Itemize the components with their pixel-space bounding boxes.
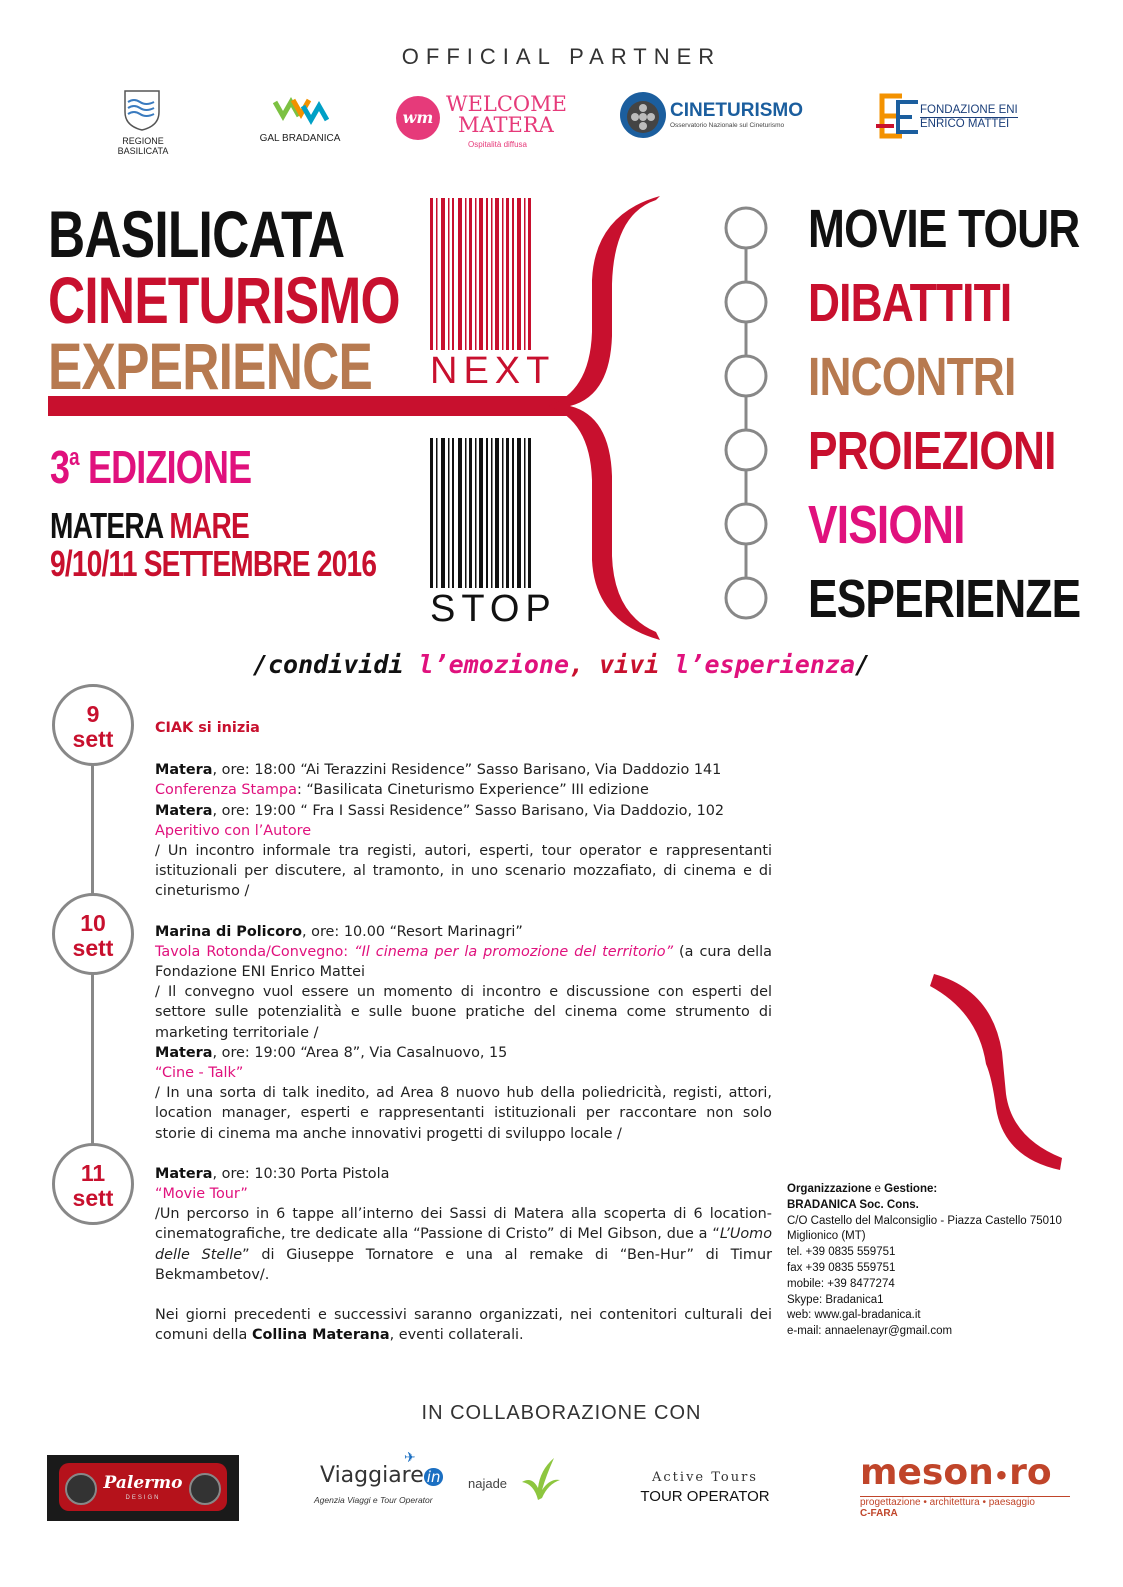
day-timeline-line [91,760,94,1200]
mesonro-name: meson [860,1452,994,1493]
menu-visioni: VISIONI [808,495,965,555]
contact-company: BRADANICA Soc. Cons. [787,1198,919,1211]
menu-dot [726,282,766,322]
event-place: Matera [155,762,213,779]
title-cineturismo: CINETURISMO [48,263,400,337]
edition-number: 3 [50,441,70,493]
event-description: / Un incontro informale tra registi, autori, esperti, tour operator e rappresentanti istituzionali per discutere, al tramonto, in uno scenario mozzafiato, di cinema e di cineturismo / [155,843,772,900]
event-place: Matera [155,1044,213,1061]
event-details: , ore: 10.00 “Resort Marinagri” [301,923,523,940]
film-title: L’Uomo delle Stelle [155,1226,772,1263]
event-details: , ore: 18:00 “Ai Terazzini Residence” Sasso Barisano, Via Daddozio 141 [212,762,722,779]
collab-mesonro[interactable] [860,1452,1070,1525]
contact-web[interactable]: web: www.gal-bradanica.it [787,1309,921,1322]
leaf-icon [514,1454,562,1502]
event-details: , ore: 19:00 “ Fra I Sassi Residence” Sasso Barisano, Via Daddozio, 102 [212,802,725,819]
welcome-wm-icon: wm [396,96,440,140]
barcode-next [430,198,531,350]
contact-heading-text: Organizzazione [787,1183,872,1195]
contact-mobile[interactable]: mobile: +39 8477274 [787,1277,895,1290]
event-type: Tavola Rotonda/Convegno: [155,943,355,960]
day-number: 9 [86,701,100,727]
contact-email[interactable]: e-mail: annaelenayr@gmail.com [787,1325,953,1338]
small-brace-icon [920,968,1070,1180]
edition-word: EDIZIONE [88,441,252,493]
menu-dot [726,504,766,544]
city-name: MATERA [50,505,163,546]
next-label: NEXT [430,350,556,392]
day1-event1 [155,760,772,780]
event-dates: 9/10/11 SETTEMBRE 2016 [50,543,377,584]
edition-superscript: a [69,444,79,471]
palermo-name: Palermo [103,1473,183,1493]
collab-active-tours[interactable] [620,1470,790,1512]
najade-name: najade [468,1476,508,1491]
headlight-right-icon [189,1473,221,1505]
stop-label: STOP [430,588,557,630]
fondazione-line1: FONDAZIONE ENI [920,104,1018,116]
mesonro-sub: progettazione • architettura • paesaggio [860,1496,1070,1508]
tour-operator-label: TOUR OPERATOR [640,1488,770,1505]
event-description: / Il convegno vuol essere un momento di incontro e discussione con esperti del settore sulle potenzialità e sulle buone pratiche del cinema come strumento di marketing territoriale / [155,984,772,1041]
closing-note: Nei giorni precedenti e successivi saranno organizzati, nei contenitori culturali dei comuni della [155,1307,772,1344]
welcome-sub: Ospitalità diffusa [468,140,527,149]
contact-town: Miglionico (MT) [787,1230,866,1243]
cineturismo-sub: Osservatorio Nazionale sul Cineturismo [670,122,785,129]
collab-palermo[interactable] [47,1455,239,1521]
day-badge-9 [52,684,134,766]
gal-caption: GAL BRADANICA [259,133,341,144]
welcome-line2: MATERA [458,113,554,137]
event-details: , ore: 19:00 “Area 8”, Via Casalnuovo, 15 [212,1044,508,1061]
viaggiare-in-text: in [424,1468,444,1486]
fondazione-line2: ENRICO MATTEI [920,118,1010,130]
plane-icon: ✈ [404,1449,416,1465]
contact-skype[interactable]: Skype: Bradanica1 [787,1293,884,1306]
menu-dot [726,430,766,470]
contact-tel[interactable]: tel. +39 0835 559751 [787,1246,896,1259]
regione-caption: REGIONE BASILICATA [117,136,169,156]
event-type: Aperitivo con l’Autore [155,822,312,839]
event-title: “Il cinema per la promozione del territorio” [354,943,674,960]
day-badge-11 [52,1143,134,1225]
event-place: Marina di Policoro [155,923,302,940]
day-month: sett [72,935,114,961]
menu-esperienze: ESPERIENZE [808,569,1081,629]
day2-event1 [155,922,772,942]
slogan-emotion: l’emozione [418,650,570,679]
curly-brace [548,196,660,640]
partner-title: OFFICIAL PARTNER [401,44,722,69]
menu-movie-tour: MOVIE TOUR [808,199,1080,259]
edition [50,440,251,494]
day-month: sett [72,726,114,752]
event-location [50,505,249,547]
palermo-sub: DESIGN [125,1495,161,1501]
event-description: / In una sorta di talk inedito, ad Area 8 nuovo hub della poliedricità, registi, attori, location manager, esperti e rappresentanti istituzionali per raccontare non solo storie di cinema ma anche innovativi progetti di sviluppo locale / [155,1085,772,1142]
event-type: Conferenza Stampa [155,782,297,799]
day-number: 11 [80,1160,106,1186]
headlight-left-icon [65,1473,97,1505]
barcode-stop [430,438,531,588]
contact-address: C/O Castello del Malconsiglio - Piazza Castello 75010 [787,1214,1062,1227]
mesonro-sub2: C-FARA [860,1508,898,1519]
mesonro-name-end: ro [1009,1452,1052,1493]
contact-block [787,1182,1087,1340]
event-description: ” di Giuseppe Tornatore e una al remake di “Ben-Hur” di Timur Bekmambetov/. [155,1246,772,1283]
active-tours-name: Active Tours [652,1470,758,1485]
event-title: : “Basilicata Cineturismo Experience” III edizione [296,782,649,799]
menu-dot [726,356,766,396]
contact-fax: fax +39 0835 559751 [787,1261,896,1274]
slogan [0,650,1123,679]
menu-dot [726,578,766,618]
event-place: Matera [155,1165,213,1182]
closing-place: Collina Materana [251,1327,390,1344]
collab-viaggiare-in[interactable] [308,1449,441,1515]
slogan-part: /condividi [252,650,419,679]
day2-event2 [155,1043,772,1063]
collab-title: IN COLLABORAZIONE CON [421,1402,702,1424]
mesonro-dot: • [993,1462,1010,1490]
day-badge-10 [52,893,134,975]
program-text [155,718,772,1345]
contact-heading-text: Gestione: [884,1183,938,1195]
menu-proiezioni: PROIEZIONI [808,421,1056,481]
day-month: sett [72,1185,114,1211]
menu-dibattiti: DIBATTITI [808,273,1012,333]
contact-heading [787,1182,1087,1198]
viaggiare-sub: Agenzia Viaggi e Tour Operator [314,1495,433,1505]
slogan-part: , vivi [569,650,675,679]
collab-najade[interactable] [468,1452,568,1512]
day-number: 10 [80,910,106,936]
closing-note: , eventi collaterali. [389,1327,524,1344]
viaggiare-text: Viaggiare [320,1463,424,1488]
title-basilicata: BASILICATA [48,197,345,271]
event-description: /Un percorso in 6 tappe all’interno dei Sassi di Matera alla scoperta di 6 location cinematografiche, tre dedicate alla “Passione di Cristo” di Mel Gibson, due a “ [155,1206,772,1243]
event-place: Matera [155,802,213,819]
event-type: “Movie Tour” [155,1186,248,1203]
menu-dot [726,208,766,248]
day1-title: CIAK si inizia [155,720,260,736]
slogan-experience: l’esperienza [674,650,855,679]
day3-event1 [155,1164,772,1184]
title-experience: EXPERIENCE [48,329,373,403]
cineturismo-name: CINETURISMO [670,100,803,121]
event-organizer: (a cura della Fondazione ENI Enrico Mattei [155,943,772,981]
contact-heading-text: e [871,1183,885,1195]
event-details: , ore: 10:30 Porta Pistola [212,1165,390,1182]
city-suffix: MARE [169,505,249,546]
menu-incontri: INCONTRI [808,347,1016,407]
welcome-line1: WELCOME [446,92,567,116]
day1-event2 [155,801,772,821]
slogan-part: / [855,650,871,679]
event-type: “Cine - Talk” [155,1065,244,1082]
